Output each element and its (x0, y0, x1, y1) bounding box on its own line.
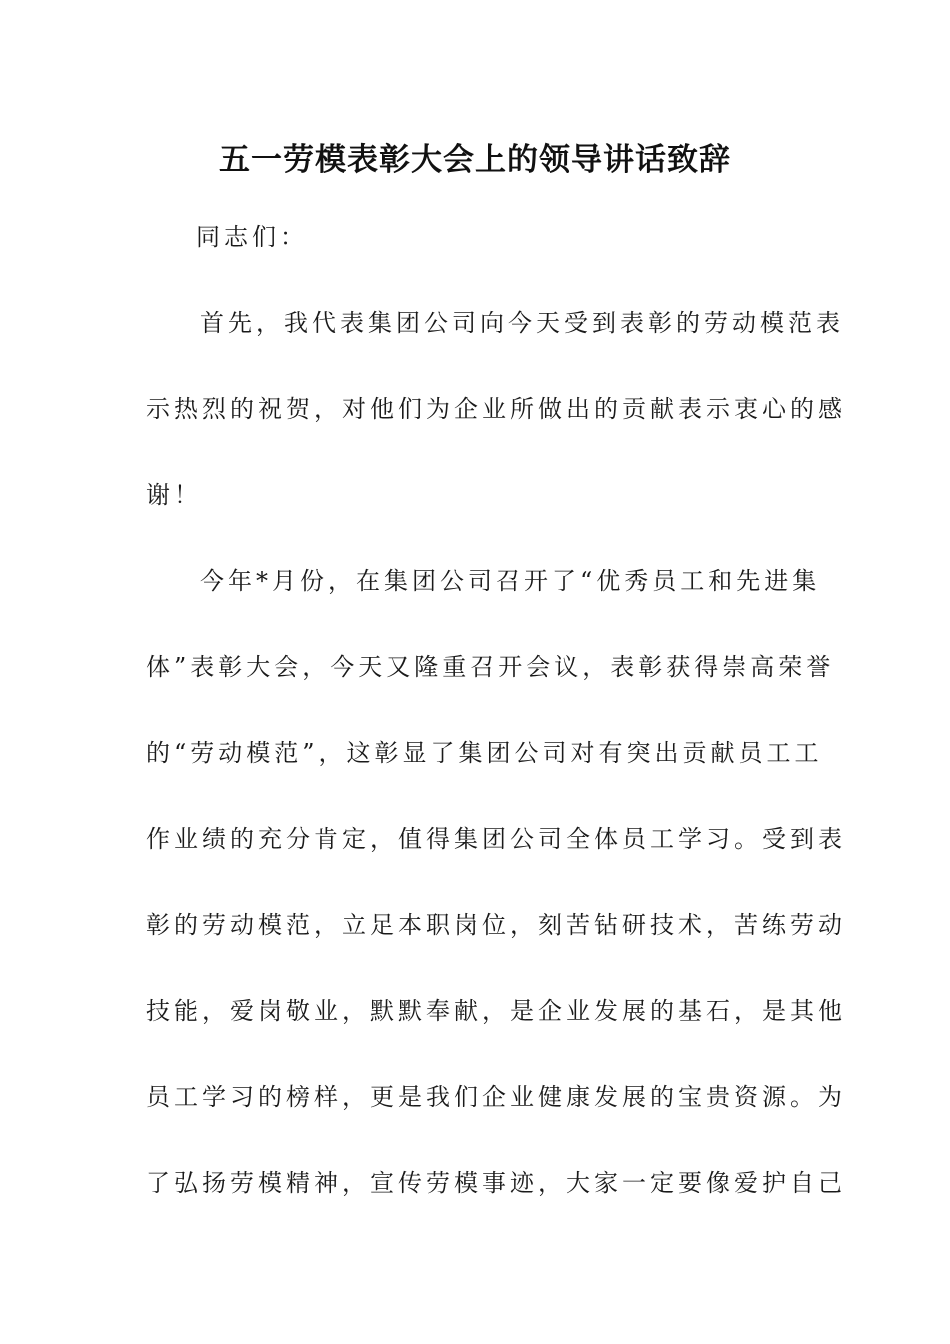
salutation-block (146, 194, 806, 280)
paragraph-1 (146, 280, 846, 538)
text-line: 谢！ (146, 481, 202, 509)
salutation: 同志们： (196, 223, 308, 251)
text-line: 体”表彰大会，今天又隆重召开会议，表彰获得崇高荣誉 (146, 653, 835, 681)
text-line: 示热烈的祝贺，对他们为企业所做出的贡献表示衷心的感 (146, 395, 846, 423)
text-line: 作业绩的充分肯定，值得集团公司全体员工学习。受到表 (146, 825, 846, 853)
paragraph-2 (146, 538, 846, 1226)
text-line: 了弘扬劳模精神，宣传劳模事迹，大家一定要像爱护自己 (146, 1169, 846, 1197)
text-line: 员工学习的榜样，更是我们企业健康发展的宝贵资源。为 (146, 1083, 846, 1111)
text-line: 彰的劳动模范，立足本职岗位，刻苦钻研技术，苦练劳动 (146, 911, 846, 939)
text-line: 的“劳动模范”，这彰显了集团公司对有突出贡献员工工 (146, 739, 823, 767)
text-line: 首先，我代表集团公司向今天受到表彰的劳动模范表 (200, 309, 844, 337)
text-line: 今年*月份，在集团公司召开了“优秀员工和先进集 (200, 567, 821, 595)
text-line: 技能，爱岗敬业，默默奉献，是企业发展的基石，是其他 (146, 997, 846, 1025)
document-title: 五一劳模表彰大会上的领导讲话致辞 (219, 142, 731, 178)
